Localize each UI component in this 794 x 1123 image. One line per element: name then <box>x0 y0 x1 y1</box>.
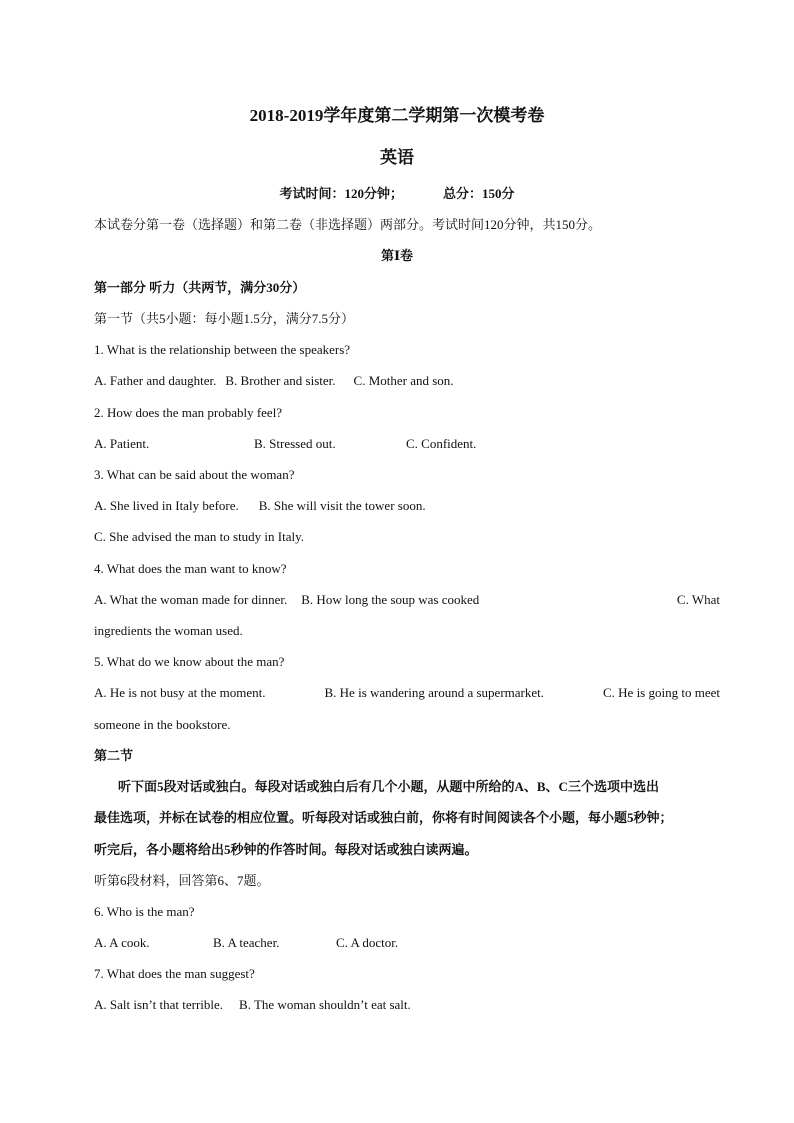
question-7: 7. What does the man suggest? <box>94 966 255 981</box>
option-6b: B. A teacher. <box>213 935 280 950</box>
question-1: 1. What is the relationship between the speakers? <box>94 342 351 357</box>
exam-meta <box>0 186 794 202</box>
option-3b: B. She will visit the tower soon. <box>258 498 426 513</box>
option-4c: C. What <box>676 592 720 607</box>
exam-title: 2018-2019学年度第二学期第一次模考卷 <box>249 106 545 125</box>
section-two-title: 第二节 <box>94 748 134 763</box>
option-3a: A. She lived in Italy before. <box>94 498 239 513</box>
option-1c: C. Mother and son. <box>353 373 454 388</box>
options-5 <box>94 685 720 701</box>
question-4: 4. What does the man want to know? <box>94 561 287 576</box>
option-1b: B. Brother and sister. <box>225 373 336 388</box>
question-6: 6. Who is the man? <box>94 904 195 919</box>
material-6-label: 听第6段材料，回答第6、7题。 <box>94 873 270 888</box>
total-score: 总分：150分 <box>443 186 515 201</box>
option-7a: A. Salt isn’t that terrible. <box>94 997 224 1012</box>
option-2b: B. Stressed out. <box>254 436 336 451</box>
option-1a: A. Father and daughter. <box>94 373 217 388</box>
option-2c: C. Confident. <box>406 436 477 451</box>
option-3c: C. She advised the man to study in Italy. <box>94 529 305 544</box>
volume-label: 第Ⅰ卷 <box>380 248 414 263</box>
question-3: 3. What can be said about the woman? <box>94 467 295 482</box>
option-4c-cont: ingredients the woman used. <box>94 623 243 638</box>
option-2a: A. Patient. <box>94 436 150 451</box>
exam-intro: 本试卷分第一卷（选择题）和第二卷（非选择题）两部分。考试时间120分钟，共150分。 <box>94 217 602 232</box>
section-one-title: 第一节（共5小题：每小题1.5分，满分7.5分） <box>94 311 355 326</box>
options-2 <box>94 436 720 452</box>
option-5b: B. He is wandering around a supermarket. <box>324 685 544 700</box>
option-4b: B. How long the soup was cooked <box>301 592 480 607</box>
option-6c: C. A doctor. <box>336 935 399 950</box>
options-3 <box>94 498 720 514</box>
part-one-title: 第一部分 听力（共两节，满分30分） <box>94 280 306 295</box>
options-1 <box>94 373 720 389</box>
options-7 <box>94 997 720 1013</box>
option-4-ab <box>94 592 479 608</box>
section-two-instructions-2: 最佳选项，并标在试卷的相应位置。听每段对话或独白前，你将有时间阅读各个小题，每小题5秒钟； <box>94 810 673 825</box>
exam-time: 考试时间：120分钟； <box>279 186 403 201</box>
subject-title: 英语 <box>380 148 414 167</box>
option-7b: B. The woman shouldn’t eat salt. <box>239 997 411 1012</box>
section-two-instructions-3: 听完后，各小题将给出5秒钟的作答时间。每段对话或独白读两遍。 <box>94 842 478 857</box>
option-5c-cont: someone in the bookstore. <box>94 717 231 732</box>
question-2: 2. How does the man probably feel? <box>94 405 283 420</box>
options-6 <box>94 935 720 951</box>
option-5a: A. He is not busy at the moment. <box>94 685 266 700</box>
options-4 <box>94 592 720 608</box>
option-6a: A. A cook. <box>94 935 150 950</box>
option-5c: C. He is going to meet <box>602 685 720 700</box>
section-two-instructions-1: 听下面5段对话或独白。每段对话或独白后有几个小题，从题中所给的A、B、C三个选项中选出 <box>118 779 659 794</box>
option-4a: A. What the woman made for dinner. <box>94 592 288 607</box>
question-5: 5. What do we know about the man? <box>94 654 285 669</box>
